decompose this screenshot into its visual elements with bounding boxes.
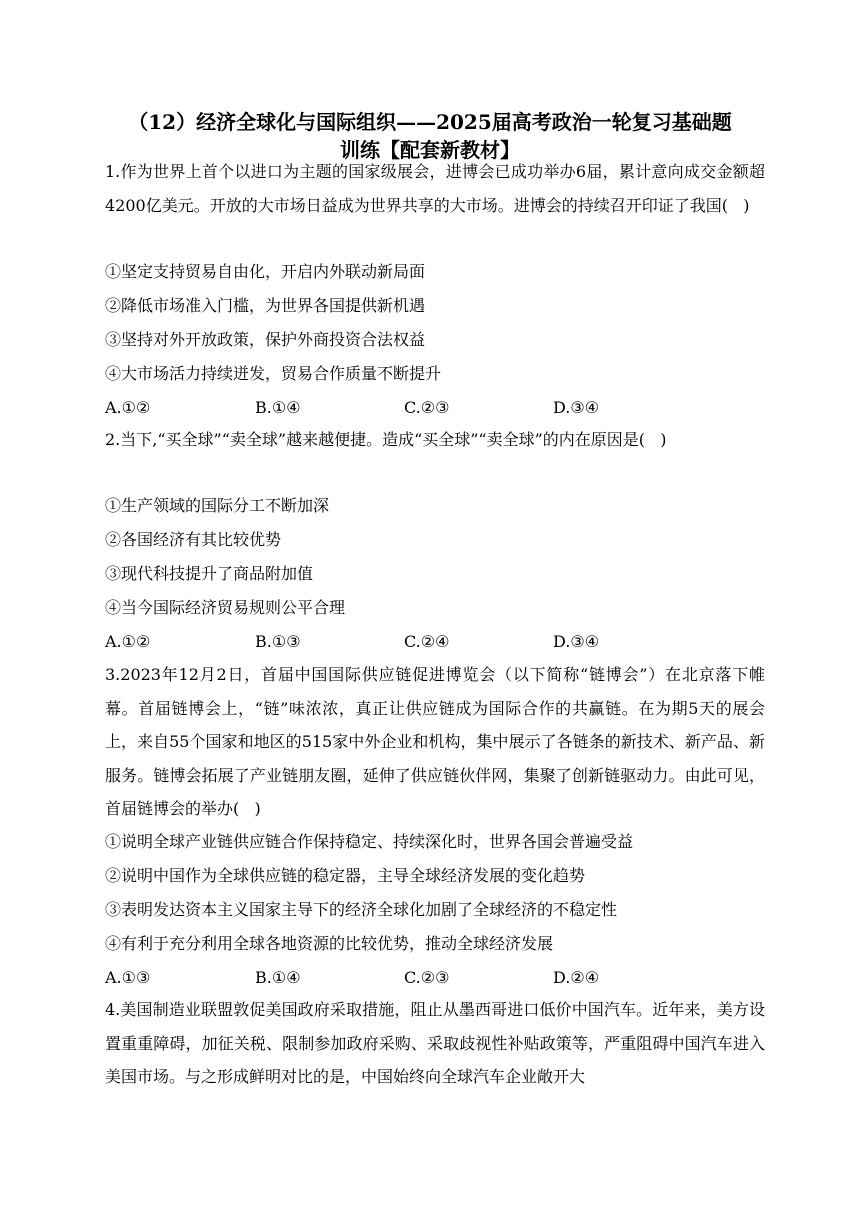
question-2-item-4: ④当今国际经济贸易规则公平合理	[105, 598, 346, 617]
question-1-option-d: D.③④	[553, 398, 600, 417]
question-1-option-c: C.②③	[404, 398, 450, 417]
question-3-option-a: A.①③	[105, 968, 151, 987]
question-1-option-a: A.①②	[105, 398, 151, 417]
question-2-stem: 2.当下,“买全球”“卖全球”越来越便捷。造成“买全球”“卖全球”的内在原因是( )	[105, 430, 667, 449]
question-3-item-1: ①说明全球产业链供应链合作保持稳定、持续深化时，世界各国会普遍受益	[105, 832, 634, 851]
question-1-stem: 1.作为世界上首个以进口为主题的国家级展会，进博会已成功举办6届，累计意向成交金额超4200亿美元。开放的大市场日益成为世界共享的大市场。进博会的持续召开印证了我国( )	[105, 162, 765, 215]
question-1-item-2: ②降低市场准入门槛，为世界各国提供新机遇	[105, 296, 426, 315]
question-1-item-1: ①坚定支持贸易自由化，开启内外联动新局面	[105, 262, 426, 281]
question-2-item-3: ③现代科技提升了商品附加值	[105, 564, 314, 583]
question-2-option-b: B.①③	[255, 632, 301, 651]
question-3-item-4: ④有利于充分利用全球各地资源的比较优势，推动全球经济发展	[105, 934, 554, 953]
question-3-item-3: ③表明发达资本主义国家主导下的经济全球化加剧了全球经济的不稳定性	[105, 900, 618, 919]
document-title-line1: （12）经济全球化与国际组织——2025届高考政治一轮复习基础题	[128, 110, 732, 134]
question-3-option-c: C.②③	[404, 968, 450, 987]
question-4-stem: 4.美国制造业联盟敦促美国政府采取措施，阻止从墨西哥进口低价中国汽车。近年来，美方设置重重障碍，加征关税、限制参加政府采购、采取歧视性补贴政策等，严重阻碍中国汽车进入美国市场。与之形成鲜明对比的是，中国始终向全球汽车企业敞开大	[105, 1000, 765, 1087]
question-3-option-d: D.②④	[553, 968, 600, 987]
question-3-item-2: ②说明中国作为全球供应链的稳定器，主导全球经济发展的变化趋势	[105, 866, 586, 885]
question-2-option-a: A.①②	[105, 632, 151, 651]
question-1-item-3: ③坚持对外开放政策，保护外商投资合法权益	[105, 330, 426, 349]
question-2-item-2: ②各国经济有其比较优势	[105, 530, 282, 549]
question-1-item-4: ④大市场活力持续迸发，贸易合作质量不断提升	[105, 364, 442, 383]
question-3-stem: 3.2023年12月2日，首届中国国际供应链促进博览会（以下简称“链博会”）在北京落下帷幕。首届链博会上，“链”味浓浓，真正让供应链成为国际合作的共赢链。在为期5天的展会上，来自55个国家和地区的515家中外企业和机构，集中展示了各链条的新技术、新产品、新服务。链博会拓展了产业链朋友圈，延伸了供应链伙伴网，集聚了创新链驱动力。由此可见，首届链博会的举办( )	[105, 665, 765, 819]
question-2-item-1: ①生产领域的国际分工不断加深	[105, 496, 330, 515]
document-title-line2: 训练【配套新教材】	[340, 138, 520, 162]
question-1-option-b: B.①④	[255, 398, 301, 417]
question-2-option-d: D.③④	[553, 632, 600, 651]
question-2-option-c: C.②④	[404, 632, 450, 651]
question-3-option-b: B.①④	[255, 968, 301, 987]
